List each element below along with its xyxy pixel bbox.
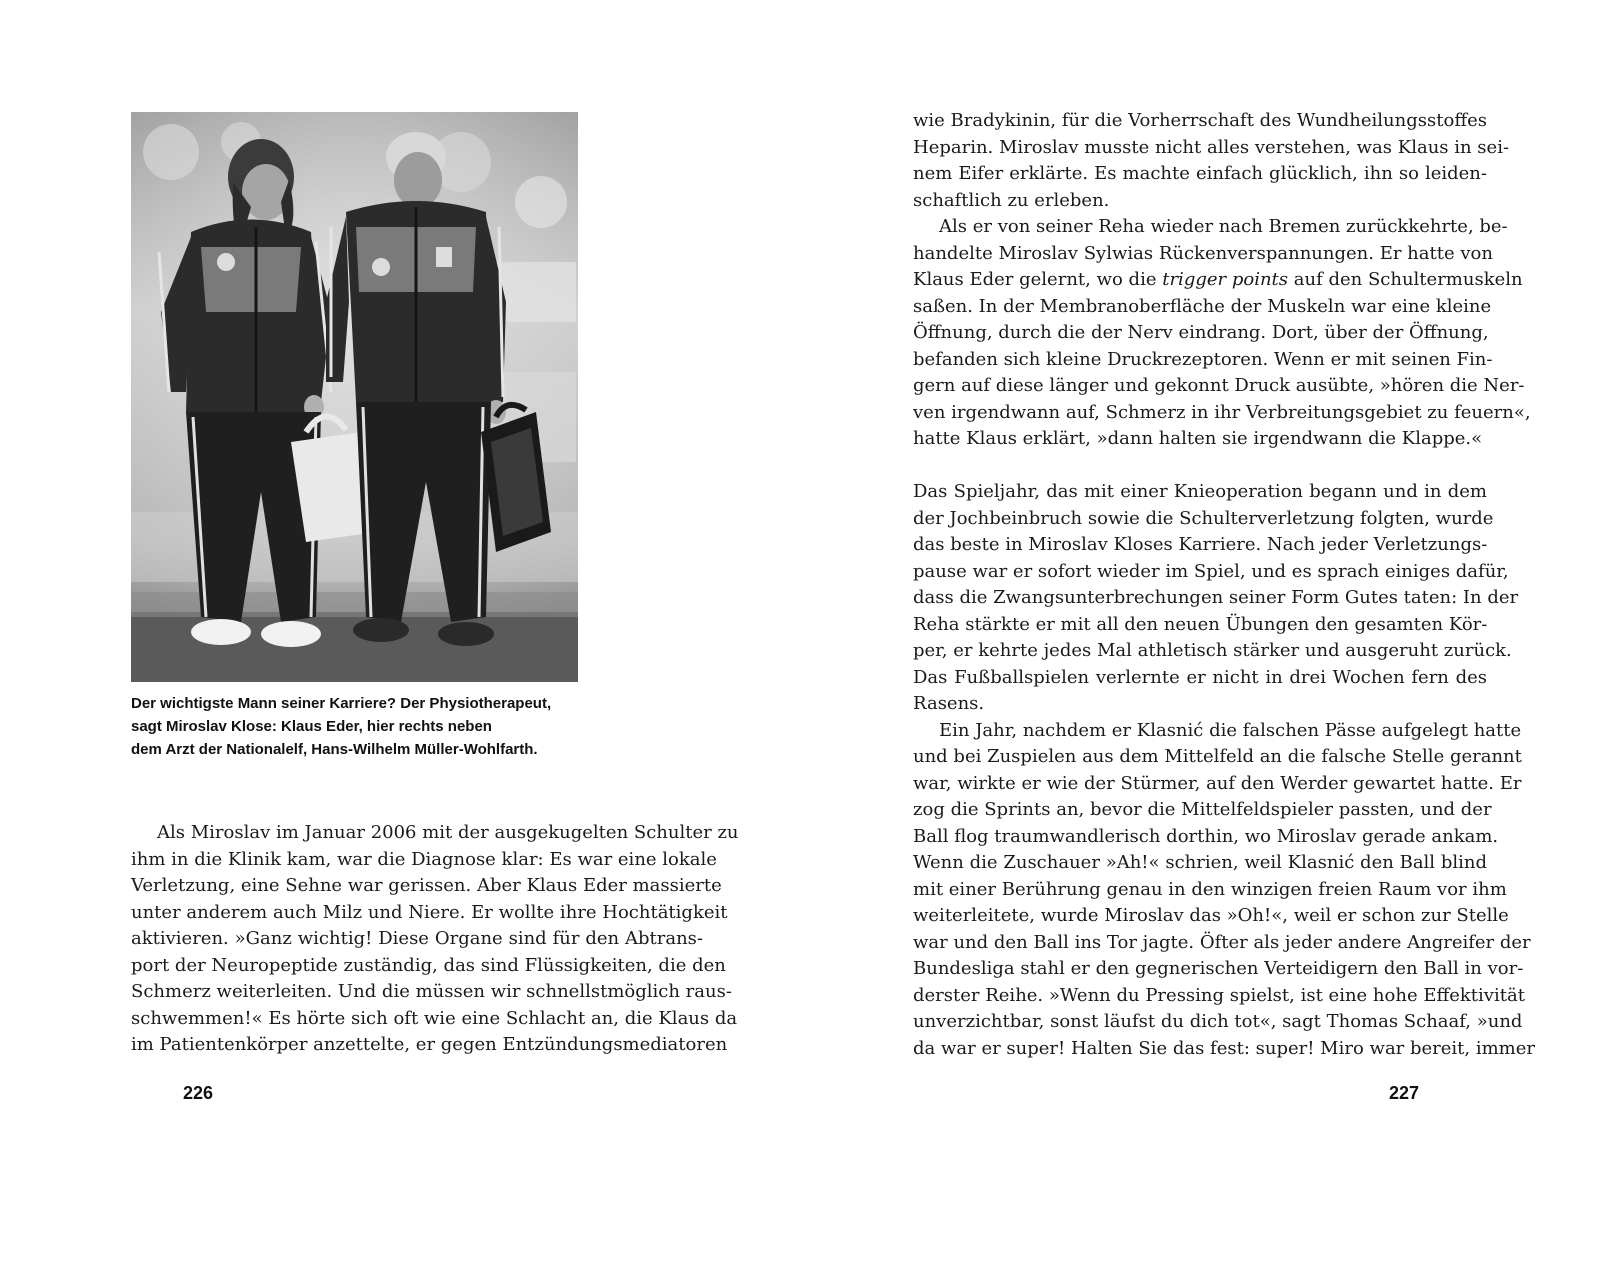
text-line: ihm in die Klinik kam, war die Diagnose klar: Es war eine lokale	[131, 848, 717, 870]
text-line: Ball flog traumwandlerisch dorthin, wo Miroslav gerade ankam.	[913, 825, 1499, 847]
text-line: Als Miroslav im Januar 2006 mit der ausgekugelten Schulter zu	[157, 822, 739, 843]
text-line: Ein Jahr, nachdem er Klasnić die falschen Pässe aufgelegt hatte	[939, 719, 1522, 741]
text-line: das beste in Miroslav Kloses Karriere. Nach jeder Verletzungs-	[913, 534, 1488, 555]
text-line: saßen. In der Membranoberfläche der Muskeln war eine kleine	[913, 295, 1492, 317]
text-line: Bundesliga stahl er den gegnerischen Verteidigern den Ball in vor-	[913, 958, 1524, 979]
text-line: Das Spieljahr, das mit einer Knieoperation begann und in dem	[913, 481, 1487, 502]
caption-line: dem Arzt der Nationalelf, Hans-Wilhelm Müller-Wohlfarth.	[131, 741, 538, 758]
text-line: da war er super! Halten Sie das fest: super! Miro war bereit, immer	[913, 1037, 1536, 1059]
text-line-trigger-points	[913, 267, 1523, 294]
text-line: unverzichtbar, sonst läufst du dich tot«, sagt Thomas Schaaf, »und	[913, 1011, 1523, 1032]
italic-term: trigger points	[1162, 269, 1289, 290]
text-line: pause war er sofort wieder im Spiel, und es sprach einiges dafür,	[913, 560, 1509, 582]
text-line: wie Bradykinin, für die Vorherrschaft des Wundheilungsstoffes	[913, 110, 1487, 131]
text-line: ven irgendwann auf, Schmerz in ihr Verbreitungsgebiet zu feuern«,	[913, 401, 1531, 423]
text-line: war und den Ball ins Tor jagte. Öfter als jeder andere Angreifer der	[913, 931, 1531, 953]
text-line: Rasens.	[913, 693, 985, 714]
page-number-left: 226	[183, 1083, 214, 1103]
text-line: weiterleitete, wurde Miroslav das »Oh!«, weil er schon zur Stelle	[913, 905, 1509, 926]
text-line: handelte Miroslav Sylwias Rückenverspannungen. Er hatte von	[913, 242, 1493, 264]
text-line: mit einer Berührung genau in den winzigen freien Raum vor ihm	[913, 878, 1507, 900]
text-line: unter anderem auch Milz und Niere. Er wollte ihre Hochtätigkeit	[131, 901, 728, 923]
section-gap	[913, 453, 1487, 480]
text-segment: Klaus Eder gelernt, wo die	[913, 269, 1163, 290]
right-page	[800, 0, 1600, 1274]
text-line: Als er von seiner Reha wieder nach Bremen zurückkehrte, be-	[939, 216, 1508, 237]
text-line: Verletzung, eine Sehne war gerissen. Aber Klaus Eder massierte	[131, 875, 722, 896]
text-line: derster Reihe. »Wenn du Pressing spielst, ist eine hohe Effektivität	[913, 984, 1525, 1006]
photo-illustration	[131, 112, 578, 682]
caption-line: Der wichtigste Mann seiner Karriere? Der Physiotherapeut,	[131, 695, 552, 712]
text-line: zog die Sprints an, bevor die Mittelfeldspieler passten, und der	[913, 799, 1492, 820]
text-line: befanden sich kleine Druckrezeptoren. Wenn er mit seinen Fin-	[913, 348, 1493, 370]
text-line: hatte Klaus erklärt, »dann halten sie irgendwann die Klappe.«	[913, 428, 1483, 449]
right-body-text	[913, 108, 1536, 1062]
text-segment: auf den Schultermuskeln	[1288, 269, 1523, 290]
text-line: Wenn die Zuschauer »Ah!« schrien, weil Klasnić den Ball blind	[913, 852, 1487, 873]
text-line: der Jochbeinbruch sowie die Schulterverletzung folgten, wurde	[913, 507, 1494, 529]
left-body-text	[131, 820, 739, 1059]
text-line: gern auf diese länger und gekonnt Druck ausübte, »hören die Ner-	[913, 375, 1525, 396]
caption-line: sagt Miroslav Klose: Klaus Eder, hier rechts neben	[131, 718, 492, 735]
text-line: Das Fußballspielen verlernte er nicht in drei Wochen fern des	[913, 666, 1487, 688]
text-line: per, er kehrte jedes Mal athletisch stärker und ausgeruht zurück.	[913, 640, 1512, 661]
text-line: schwemmen!« Es hörte sich oft wie eine Schlacht an, die Klaus da	[131, 1007, 738, 1029]
text-line: nem Eifer erklärte. Es machte einfach glücklich, ihn so leiden-	[913, 163, 1487, 184]
text-line: Öffnung, durch die der Nerv eindrang. Dort, über der Öffnung,	[913, 322, 1489, 343]
text-line: war, wirkte er wie der Stürmer, auf den Werder gewartet hatte. Er	[913, 772, 1522, 794]
text-line: aktivieren. »Ganz wichtig! Diese Organe sind für den Abtrans-	[131, 928, 703, 949]
text-line: Heparin. Miroslav musste nicht alles verstehen, was Klaus in sei-	[913, 136, 1510, 158]
text-line: port der Neuropeptide zuständig, das sind Flüssigkeiten, die den	[131, 954, 726, 976]
text-line: im Patientenkörper anzettelte, er gegen Entzündungsmediatoren	[131, 1034, 728, 1055]
text-line: dass die Zwangsunterbrechungen seiner Form Gutes taten: In der	[913, 587, 1519, 608]
text-line: schaftlich zu erleben.	[913, 189, 1110, 211]
photo-physiotherapists	[131, 112, 578, 682]
photo-caption	[131, 692, 601, 761]
page-number-right: 227	[1389, 1083, 1420, 1103]
text-line: Reha stärkte er mit all den neuen Übungen den gesamten Kör-	[913, 613, 1488, 635]
text-line: und bei Zuspielen aus dem Mittelfeld an die falsche Stelle gerannt	[913, 746, 1522, 767]
text-line: Schmerz weiterleiten. Und die müssen wir schnellstmöglich raus-	[131, 981, 732, 1002]
